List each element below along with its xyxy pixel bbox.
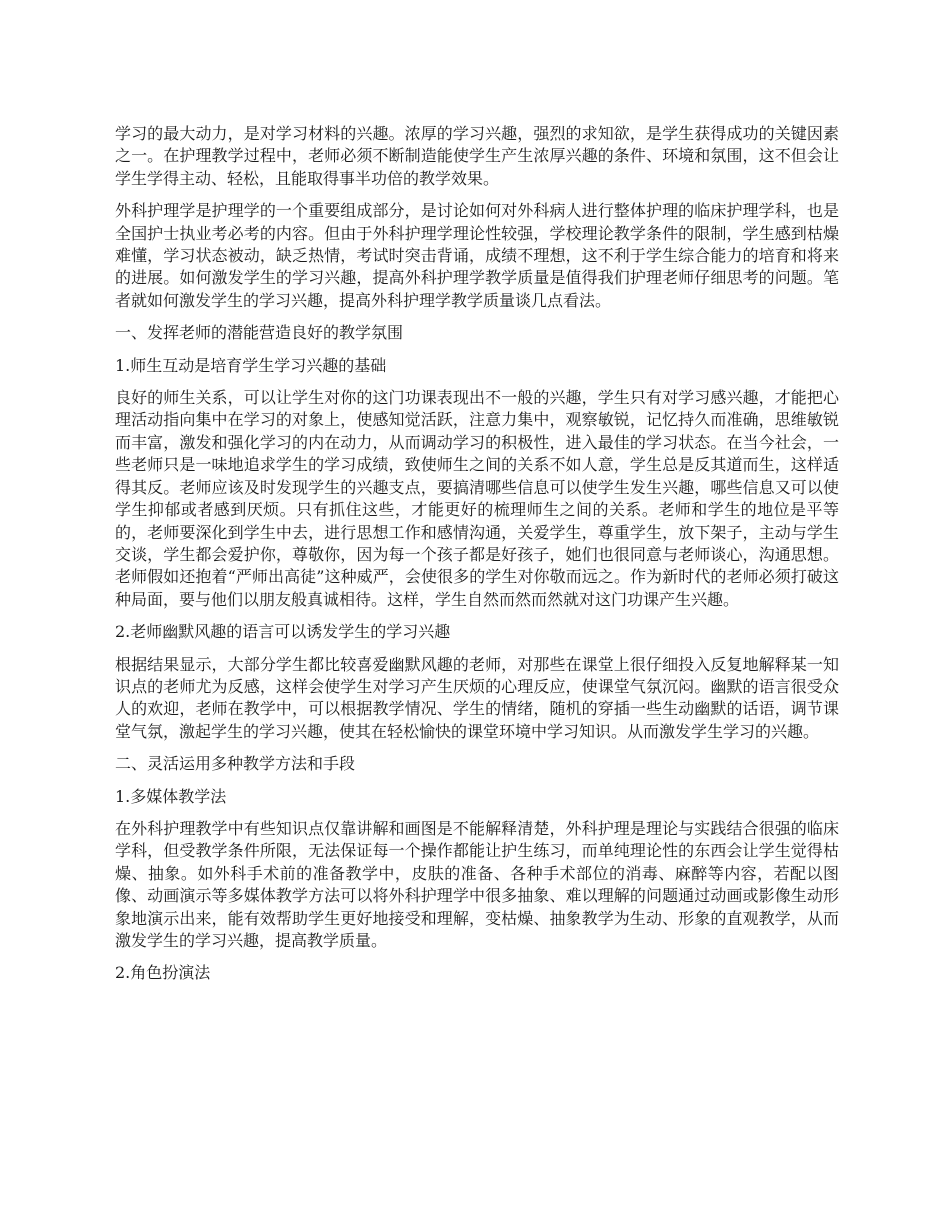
section-heading: 一、发挥老师的潜能营造良好的教学氛围 — [115, 323, 404, 343]
paragraph: 学习的最大动力，是对学习材料的兴趣。浓厚的学习兴趣，强烈的求知欲，是学生获得成功的关键因素之一。在护理教学过程中，老师必须不断制造能使学生产生浓厚兴趣的条件、环境和氛围，这不但会让学生学得主动、轻松，且能取得事半功倍的教学效果。 — [115, 124, 839, 188]
document-page — [115, 123, 839, 995]
paragraph: 良好的师生关系，可以让学生对你的这门功课表现出不一般的兴趣，学生只有对学习感兴趣，才能把心理活动指向集中在学习的对象上，使感知觉活跃，注意力集中，观察敏锐，记忆持久而准确，思维敏锐而丰富，激发和强化学习的内在动力，从而调动学习的积极性，进入最佳的学习状态。在当今社会，一些老师只是一味地追求学生的学习成绩，致使师生之间的关系不如人意，学生总是反其道而生，这样适得其反。老师应该及时发现学生的兴趣支点，要搞清哪些信息可以使学生发生兴趣，哪些信息又可以使学生抑郁或者感到厌烦。只有抓住这些，才能更好的梳理师生之间的关系。老师和学生的地位是平等的，老师要深化到学生中去，进行思想工作和感情沟通，关爱学生，尊重学生，放下架子，主动与学生交谈，学生都会爱护你，尊敬你，因为每一个孩子都是好孩子，她们也很同意与老师谈心，沟通思想。老师假如还抱着“严师出高徒”这种威严，会使很多的学生对你敬而远之。作为新时代的老师必须打破这种局面，要与他们以朋友般真诚相待。这样，学生自然而然而然就对这门功课产生兴趣。 — [115, 388, 839, 609]
subsection-heading: 1.多媒体教学法 — [115, 786, 227, 806]
paragraph: 外科护理学是护理学的一个重要组成部分，是讨论如何对外科病人进行整体护理的临床护理学科，也是全国护士执业考必考的内容。但由于外科护理学理论性较强，学校理论教学条件的限制，学生感到枯燥难懂，学习状态被动，缺乏热情，考试时突击背诵，成绩不理想，这不利于学生综合能力的培育和将来的进展。如何激发学生的学习兴趣，提高外科护理学教学质量是值得我们护理老师仔细思考的问题。笔者就如何激发学生的学习兴趣，提高外科护理学教学质量谈几点看法。 — [115, 201, 839, 310]
subsection-heading: 2.老师幽默风趣的语言可以诱发学生的学习兴趣 — [115, 622, 451, 642]
paragraph: 在外科护理教学中有些知识点仅靠讲解和画图是不能解释清楚，外科护理是理论与实践结合很强的临床学科，但受教学条件所限，无法保证每一个操作都能让护生练习，而单纯理论性的东西会让学生觉得枯燥、抽象。如外科手术前的准备教学中，皮肤的准备、各种手术部位的消毒、麻醉等内容，若配以图像、动画演示等多媒体教学方法可以将外科护理学中很多抽象、难以理解的问题通过动画或影像生动形象地演示出来，能有效帮助学生更好地接受和理解，变枯燥、抽象教学为生动、形象的直观教学，从而激发学生的学习兴趣，提高教学质量。 — [115, 818, 839, 950]
subsection-heading: 2.角色扮演法 — [115, 963, 211, 983]
paragraph: 根据结果显示，大部分学生都比较喜爱幽默风趣的老师，对那些在课堂上很仔细投入反复地解释某一知识点的老师尤为反感，这样会使学生对学习产生厌烦的心理反应，使课堂气氛沉闷。幽默的语言很受众人的欢迎，老师在教学中，可以根据教学情况、学生的情绪，随机的穿插一些生动幽默的话语，调节课堂气氛，激起学生的学习兴趣，使其在轻松愉快的课堂环境中学习知识。从而激发学生学习的兴趣。 — [115, 654, 839, 741]
section-heading: 二、灵活运用多种教学方法和手段 — [115, 754, 356, 774]
subsection-heading: 1.师生互动是培育学生学习兴趣的基础 — [115, 355, 387, 375]
